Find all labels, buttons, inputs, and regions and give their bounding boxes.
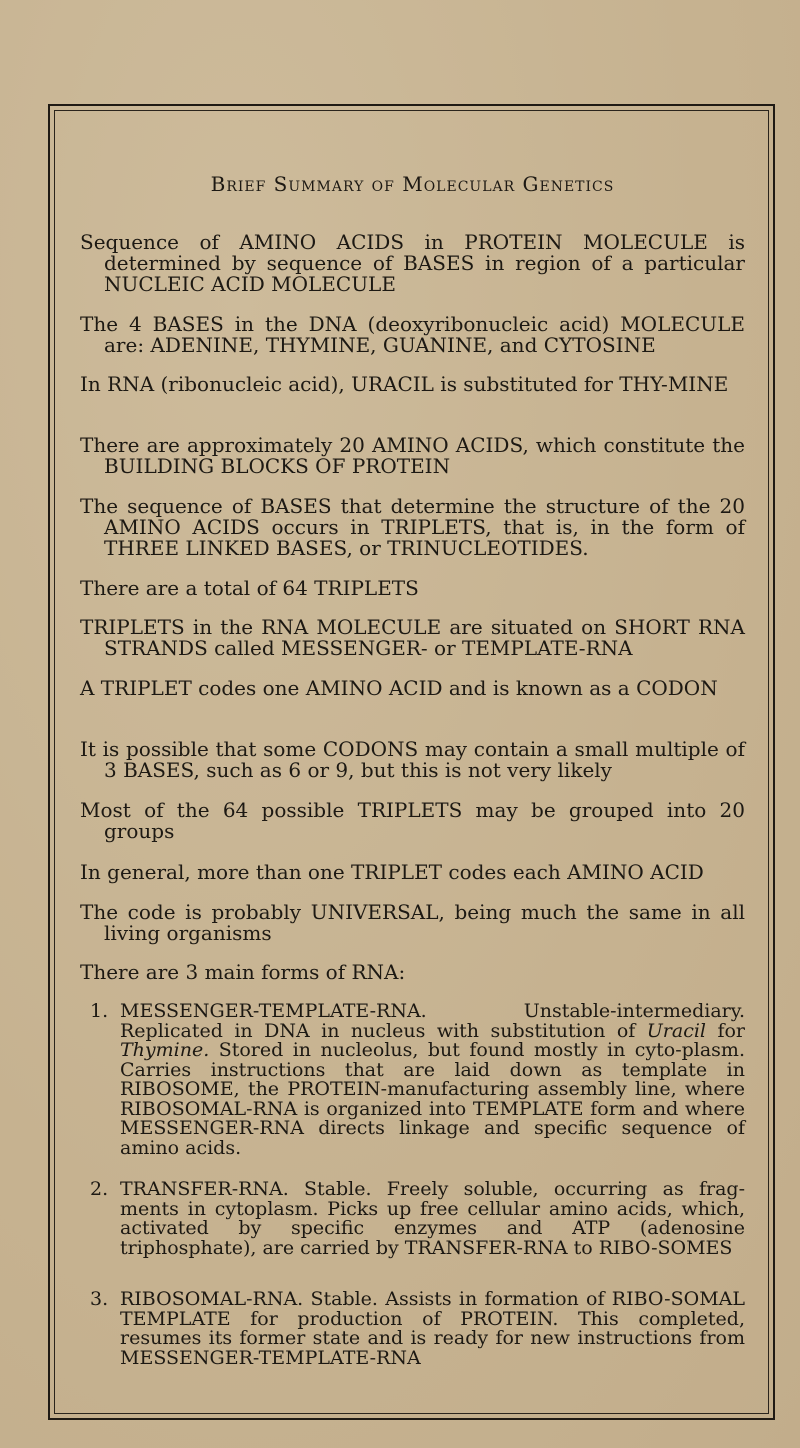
rna-form-number: 3. [90,1288,109,1310]
paragraph-3: In RNA (ribonucleic acid), URACIL is substituted for THY-MINE [80,372,729,396]
paragraph-2: The 4 BASES in the DNA (deoxyribonucleic acid) MOLECULE are: ADENINE, THYMINE, GUANINE, and CYTOSINE [80,312,745,357]
rna-form-text: MESSENGER-TEMPLATE-RNA. Unstable-intermediary. Replicated in DNA in nucleus with substitution of Uracil for Thymine. Stored in nucleolus, but found mostly in cyto-plasm. Carries instructions that are laid down as template in RIBOSOME, the PROTEIN-manufacturing assembly line, where RIBOSOMAL-RNA is organized into TEMPLATE form and where MESSENGER-RNA directs linkage and specific sequence of amino acids. [120,1000,745,1159]
paragraph-12: The code is probably UNIVERSAL, being much the same in all living organisms [80,900,745,945]
paragraph-10: Most of the 64 possible TRIPLETS may be grouped into 20 groups [80,798,745,843]
paragraph-11: In general, more than one TRIPLET codes each AMINO ACID [80,860,704,884]
paragraph-8: A TRIPLET codes one AMINO ACID and is known as a CODON [80,676,718,700]
document-title: Brief Summary of Molecular Genetics [210,172,615,196]
rna-form-text: RIBOSOMAL-RNA. Stable. Assists in formation of RIBO-SOMAL TEMPLATE for production of PROTEIN. This completed, resumes its former state and is ready for new instructions from MESSENGER-TEMPLATE-RNA [120,1288,745,1369]
paragraph-1: Sequence of AMINO ACIDS in PROTEIN MOLECULE is determined by sequence of BASES in region of a particular NUCLEIC ACID MOLECULE [80,230,745,296]
paragraph-5: The sequence of BASES that determine the structure of the 20 AMINO ACIDS occurs in TRIPLETS, that is, in the form of THREE LINKED BASES, or TRINUCLEOTIDES. [80,494,745,560]
rna-form-item-3 [90,1290,745,1368]
rna-form-text: TRANSFER-RNA. Stable. Freely soluble, occurring as frag-ments in cytoplasm. Picks up free cellular amino acids, which, activated by specific enzymes and ATP (adenosine triphosphate), are carried by TRANSFER-RNA to RIBO-SOMES [120,1178,745,1259]
rna-forms-heading: There are 3 main forms of RNA: [80,960,406,984]
paragraph-4: There are approximately 20 AMINO ACIDS, which constitute the BUILDING BLOCKS OF PROTEIN [80,433,745,478]
paragraph-6: There are a total of 64 TRIPLETS [80,576,419,600]
paragraph-9: It is possible that some CODONS may contain a small multiple of 3 BASES, such as 6 or 9, but this is not very likely [80,737,745,782]
rna-form-number: 1. [90,1000,109,1022]
rna-form-item-1 [90,1002,745,1158]
paragraph-7: TRIPLETS in the RNA MOLECULE are situated on SHORT RNA STRANDS called MESSENGER- or TEMPLATE-RNA [80,615,745,660]
rna-form-number: 2. [90,1178,109,1200]
rna-form-item-2 [90,1180,745,1258]
